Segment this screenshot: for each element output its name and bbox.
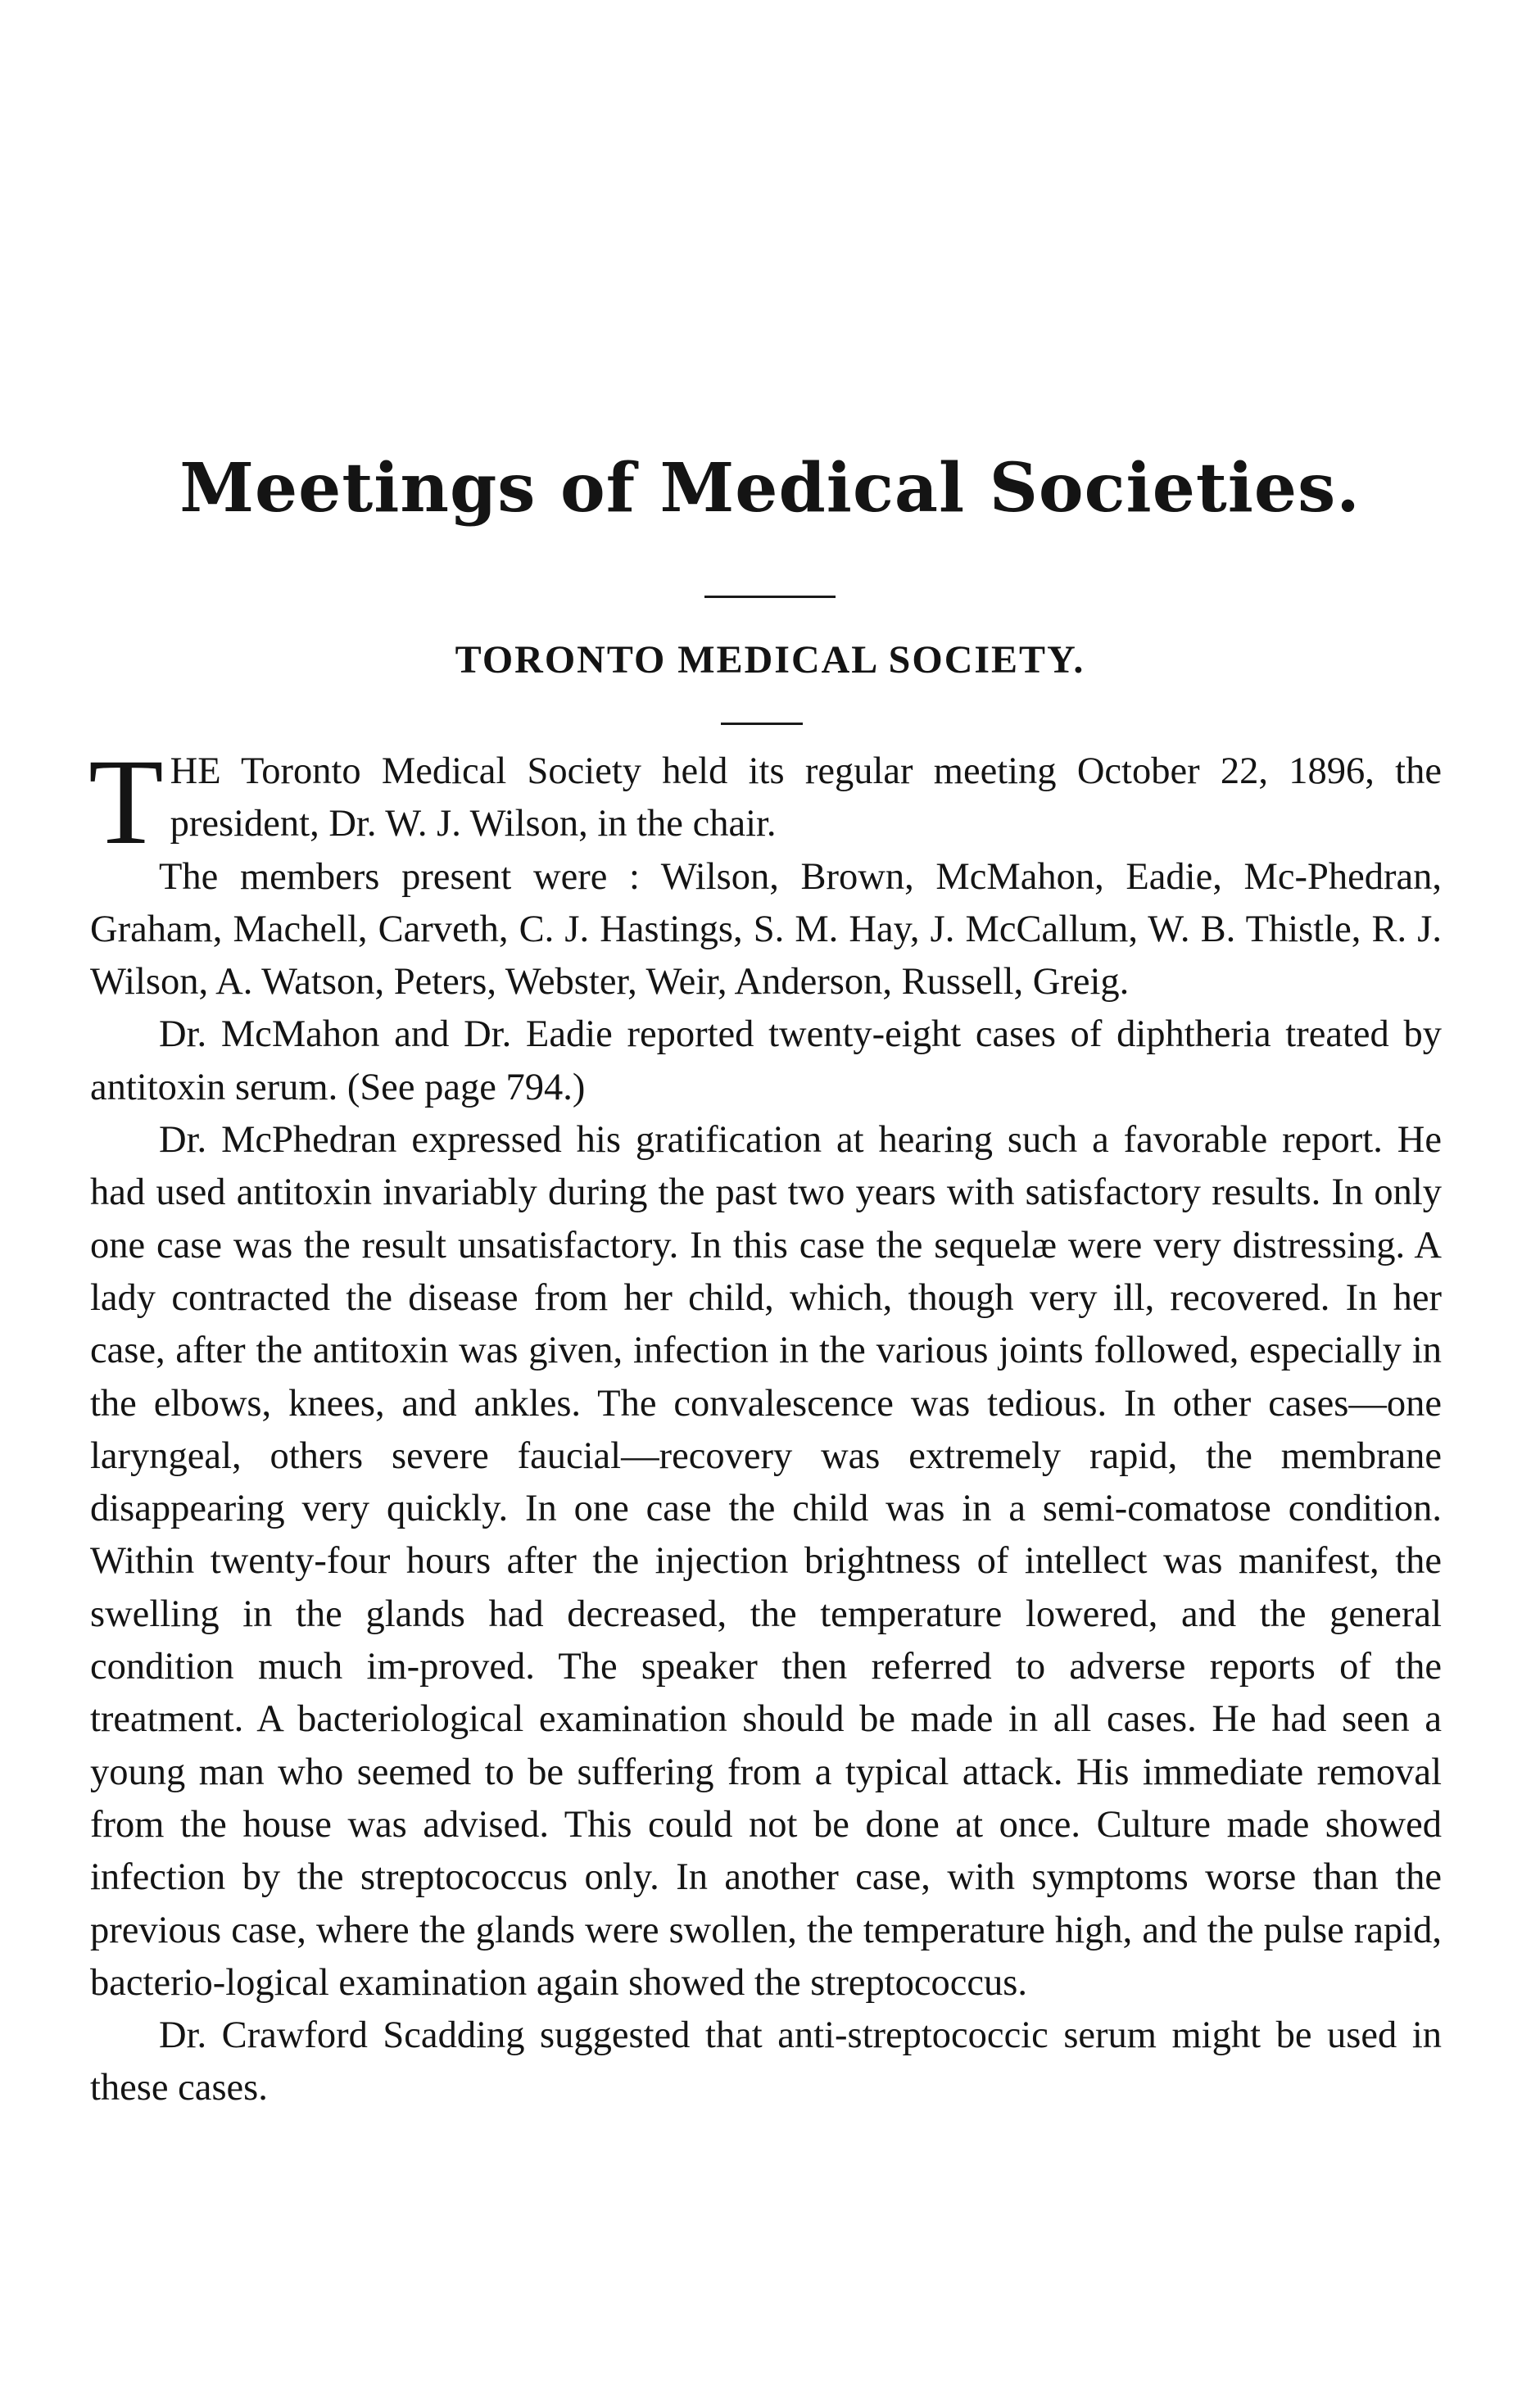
paragraph-diphtheria-report: Dr. McMahon and Dr. Eadie reported twenty-eight cases of diphtheria treated by antitoxin serum. (See page 794.)	[90, 1013, 1442, 1108]
paragraph-scadding-suggestion: Dr. Crawford Scadding suggested that anti-streptococcic serum might be used in these cases.	[90, 2014, 1442, 2109]
drop-cap: T	[88, 734, 164, 870]
paragraph-members-present: The members present were : Wilson, Brown, McMahon, Eadie, Mc-Phedran, Graham, Machell, Carveth, C. J. Hastings, S. M. Hay, J. McCallum, W. B. Thistle, R. J. Wilson, A. Watson, Peters, Webster, Weir, Anderson, Russell, Greig.	[90, 855, 1442, 1004]
paragraph-meeting-intro-text: HE Toronto Medical Society held its regular meeting October 22, 1896, the president, Dr. W. J. Wilson, in the chair.	[170, 750, 1442, 845]
page-title: Meetings of Medical Societies.	[179, 449, 1361, 528]
title-divider	[704, 596, 836, 598]
paragraph-mcphedran-discussion: Dr. McPhedran expressed his gratification at hearing such a favorable report. He had used antitoxin invariably during the past two years with satisfactory results. In only one case was the result unsatisfactory. In this case the sequelæ were very distressing. A lady contracted the disease from her child, which, though very ill, recovered. In her case, after the antitoxin was given, infection in the various joints followed, especially in the elbows, knees, and ankles. The convalescence was tedious. In other cases—one laryngeal, others severe faucial—recovery was extremely rapid, the membrane disappearing very quickly. In one case the child was in a semi-comatose condition. Within twenty-four hours after the injection brightness of intellect was manifest, the swelling in the glands had decreased, the temperature lowered, and the general condition much im-proved. The speaker then referred to adverse reports of the treatment. A bacteriological examination should be made in all cases. He had seen a young man who seemed to be suffering from a typical attack. His immediate removal from the house was advised. This could not be done at once. Culture made showed infection by the streptococcus only. In another case, with symptoms worse than the previous case, where the glands were swollen, the temperature high, and the pulse rapid, bacterio-logical examination again showed the streptococcus.	[90, 1119, 1442, 2004]
paragraph-meeting-intro	[88, 734, 1442, 870]
section-divider	[721, 723, 803, 725]
society-heading: TORONTO MEDICAL SOCIETY.	[455, 638, 1085, 682]
article-body	[88, 734, 1442, 2115]
